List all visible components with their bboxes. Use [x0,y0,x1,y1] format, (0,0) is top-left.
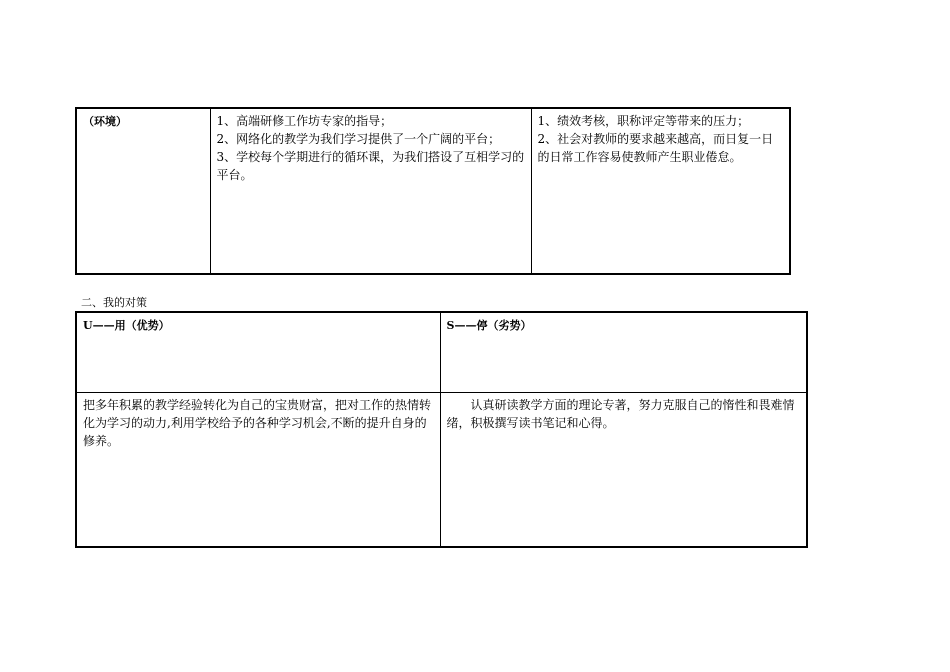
strength-text-cell [76,392,440,547]
strength-label: U——用（优势） [83,319,170,332]
threat-item: 2、社会对教师的要求越来越高，而日复一日的日常工作容易使教师产生职业倦怠。 [537,132,774,164]
strength-header-cell [76,312,440,392]
opportunities-cell [210,108,531,274]
weakness-text-cell [440,392,807,547]
environment-label-cell [76,108,210,274]
environment-table [75,107,791,275]
threat-item: 1、绩效考核，职称评定等带来的压力； [537,114,750,128]
strategy-table [75,311,808,548]
opportunity-item: 2、网络化的教学为我们学习提供了一个广阔的平台； [216,132,501,146]
environment-label: （环境） [83,115,127,128]
strength-text: 把多年积累的教学经验转化为自己的宝贵财富，把对工作的热情转化为学习的动力,利用学校给予的各种学习机会,不断的提升自身的修养。 [83,397,432,448]
weakness-text: 认真研读教学方面的理论专著，努力克服自己的惰性和畏难情绪，积极撰写读书笔记和心得。 [446,397,795,430]
opportunity-item: 1、高端研修工作坊专家的指导； [216,114,393,128]
weakness-label: S——停（劣势） [446,319,532,332]
section-heading: 二、我的对策 [81,296,147,309]
opportunity-item: 3、学校每个学期进行的循环课，为我们搭设了互相学习的平台。 [216,150,525,182]
threats-cell [531,108,790,274]
weakness-header-cell [440,312,807,392]
